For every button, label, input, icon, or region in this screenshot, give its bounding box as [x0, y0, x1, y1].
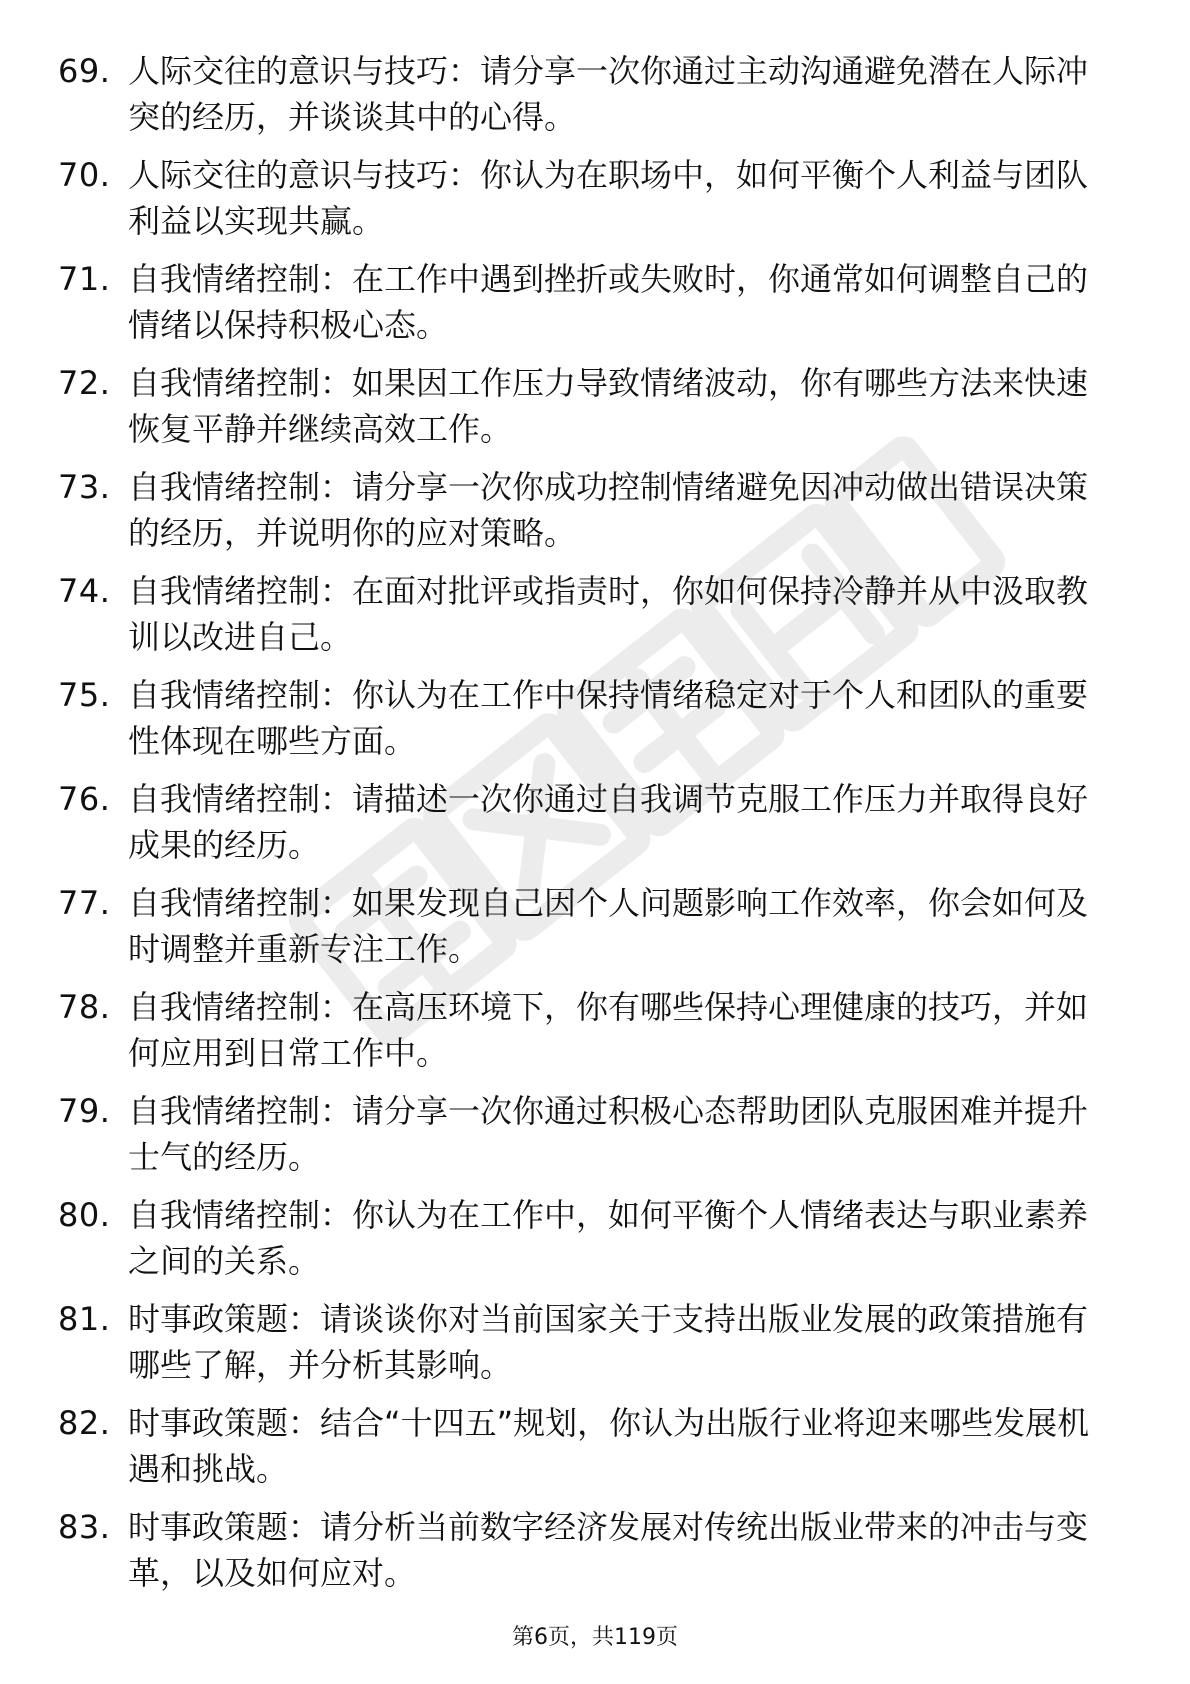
question-list: [58, 48, 1118, 1608]
list-item: [58, 776, 1118, 880]
item-number: 70.: [58, 156, 111, 194]
item-text: 时事政策题：结合“十四五”规划，你认为出版行业将迎来哪些发展机遇和挑战。: [128, 1404, 1090, 1488]
list-item: [58, 984, 1118, 1088]
item-number: 75.: [58, 676, 111, 714]
item-text: 时事政策题：请分析当前数字经济发展对传统出版业带来的冲击与变革，以及如何应对。: [128, 1508, 1089, 1592]
list-item: [58, 256, 1118, 360]
item-text: 自我情绪控制：你认为在工作中保持情绪稳定对于个人和团队的重要性体现在哪些方面。: [128, 676, 1089, 760]
list-item: [58, 1400, 1118, 1504]
list-item: [58, 880, 1118, 984]
list-item: [58, 360, 1118, 464]
item-text: 自我情绪控制：在工作中遇到挫折或失败时，你通常如何调整自己的情绪以保持积极心态。: [128, 260, 1089, 344]
item-text: 人际交往的意识与技巧：你认为在职场中，如何平衡个人利益与团队利益以实现共赢。: [128, 156, 1089, 240]
item-text: 自我情绪控制：在面对批评或指责时，你如何保持冷静并从中汲取教训以改进自己。: [128, 572, 1089, 656]
list-item: [58, 1296, 1118, 1400]
list-item: [58, 48, 1118, 152]
item-number: 78.: [58, 988, 111, 1026]
item-text: 自我情绪控制：请分享一次你成功控制情绪避免因冲动做出错误决策的经历，并说明你的应对策略。: [128, 468, 1089, 552]
item-number: 72.: [58, 364, 111, 402]
item-number: 81.: [58, 1300, 111, 1338]
item-number: 73.: [58, 468, 111, 506]
list-item: [58, 1192, 1118, 1296]
item-text: 人际交往的意识与技巧：请分享一次你通过主动沟通避免潜在人际冲突的经历，并谈谈其中的心得。: [128, 52, 1089, 136]
list-item: [58, 1504, 1118, 1608]
item-number: 82.: [58, 1404, 111, 1442]
item-number: 77.: [58, 884, 111, 922]
list-item: [58, 568, 1118, 672]
item-number: 76.: [58, 780, 111, 818]
item-text: 自我情绪控制：请描述一次你通过自我调节克服工作压力并取得良好成果的经历。: [128, 780, 1089, 864]
item-text: 自我情绪控制：请分享一次你通过积极心态帮助团队克服困难并提升士气的经历。: [128, 1092, 1089, 1176]
page-footer: 第6页，共119页: [512, 1625, 678, 1650]
item-text: 自我情绪控制：如果发现自己因个人问题影响工作效率，你会如何及时调整并重新专注工作。: [128, 884, 1089, 968]
item-number: 79.: [58, 1092, 111, 1130]
list-item: [58, 672, 1118, 776]
item-number: 74.: [58, 572, 111, 610]
item-text: 自我情绪控制：你认为在工作中，如何平衡个人情绪表达与职业素养之间的关系。: [128, 1196, 1089, 1280]
item-number: 69.: [58, 52, 111, 90]
item-text: 自我情绪控制：如果因工作压力导致情绪波动，你有哪些方法来快速恢复平静并继续高效工作。: [128, 364, 1089, 448]
item-number: 71.: [58, 260, 111, 298]
item-number: 83.: [58, 1508, 111, 1546]
list-item: [58, 464, 1118, 568]
item-number: 80.: [58, 1196, 111, 1234]
item-text: 时事政策题：请谈谈你对当前国家关于支持出版业发展的政策措施有哪些了解，并分析其影响。: [128, 1300, 1089, 1384]
list-item: [58, 1088, 1118, 1192]
item-text: 自我情绪控制：在高压环境下，你有哪些保持心理健康的技巧，并如何应用到日常工作中。: [128, 988, 1089, 1072]
list-item: [58, 152, 1118, 256]
